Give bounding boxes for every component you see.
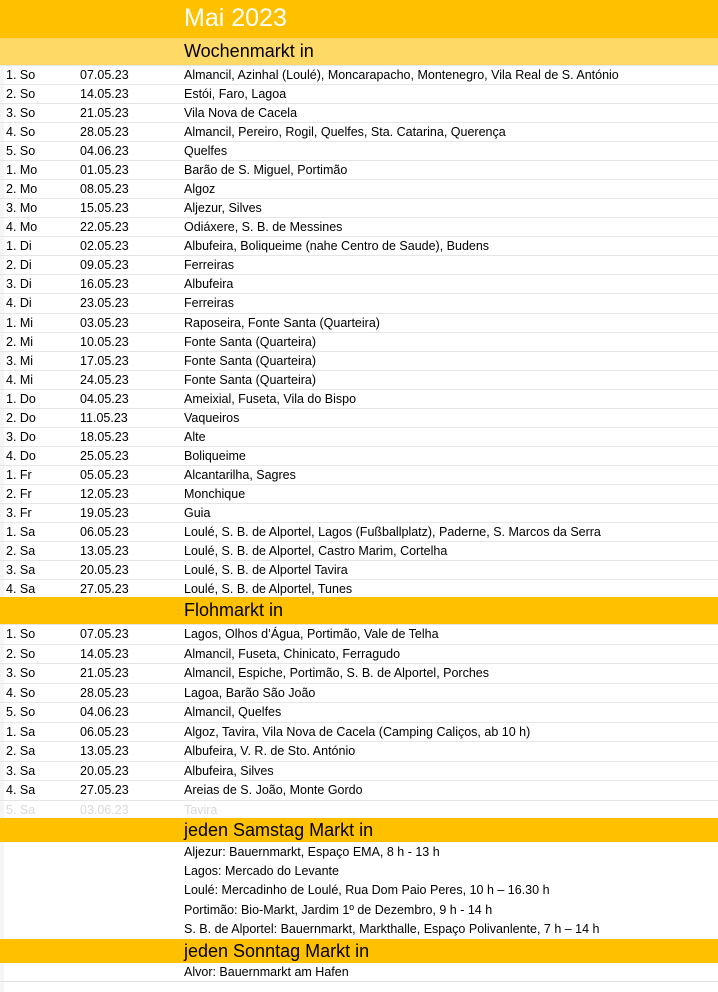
day-cell: 1. Sa (6, 524, 36, 539)
table-row (0, 644, 718, 664)
date-cell: 20.05.23 (80, 563, 129, 578)
table-row (0, 484, 718, 504)
places-cell: Loulé, S. B. de Alportel, Tunes (184, 582, 353, 597)
places-cell: Albufeira (184, 277, 234, 292)
day-cell: 5. Sa (6, 802, 36, 817)
date-cell: 21.05.23 (80, 666, 129, 680)
table-row (0, 800, 718, 820)
table-row (0, 198, 718, 218)
table-row (0, 427, 718, 447)
day-cell: 1. Sa (6, 724, 36, 739)
places-cell: Loulé, S. B. de Alportel Tavira (184, 563, 348, 578)
places-cell: Albufeira, V. R. de Sto. António (184, 744, 356, 758)
section-header-flohmarkt (0, 597, 718, 624)
date-cell: 09.05.23 (80, 258, 129, 273)
places-cell: Almancil, Pereiro, Rogil, Quelfes, Sta. Catarina, Querença (184, 125, 506, 140)
day-cell: 4. So (6, 685, 36, 700)
date-cell: 21.05.23 (80, 106, 129, 121)
places-cell: Alcantarilha, Sagres (184, 467, 296, 482)
table-row (0, 217, 718, 237)
day-cell: 4. So (6, 125, 36, 140)
places-cell: Estói, Faro, Lagoa (184, 87, 287, 102)
day-cell: 3. Mo (6, 201, 38, 216)
places-cell: Almancil, Espiche, Portimão, S. B. de Alportel, Porches (184, 666, 489, 680)
date-cell: 13.05.23 (80, 744, 129, 758)
day-cell: 2. Sa (6, 544, 36, 558)
day-cell: 1. Di (6, 239, 32, 254)
date-cell: 28.05.23 (80, 685, 129, 700)
places-cell: Quelfes (184, 144, 228, 159)
day-cell: 2. Di (6, 258, 32, 273)
section-title-samstag: jeden Samstag Markt in (184, 820, 374, 840)
title-bar (0, 0, 718, 38)
day-cell: 5. So (6, 705, 36, 719)
day-cell: 3. Do (6, 429, 36, 444)
date-cell: 11.05.23 (80, 410, 128, 425)
table-row (0, 522, 718, 542)
places-cell: Almancil, Quelfes (184, 705, 282, 719)
table-row (0, 465, 718, 485)
places-cell: Aljezur, Silves (184, 201, 262, 216)
date-cell: 01.05.23 (80, 163, 129, 178)
table-row (0, 408, 718, 428)
places-cell: Loulé, S. B. de Alportel, Lagos (Fußballplatz), Paderne, S. Marcos da Serra (184, 524, 601, 539)
date-cell: 03.06.23 (80, 802, 129, 817)
section-header-wochenmarkt (0, 38, 718, 65)
table-row (0, 722, 718, 742)
date-cell: 22.05.23 (80, 220, 129, 235)
section-title-sonntag: jeden Sonntag Markt in (184, 941, 370, 961)
places-cell: Almancil, Fuseta, Chinicato, Ferragudo (184, 646, 401, 661)
page-title: Mai 2023 (184, 4, 287, 32)
table-row (0, 503, 718, 523)
date-cell: 02.05.23 (80, 239, 129, 254)
date-cell: 15.05.23 (80, 201, 129, 216)
table-row (0, 236, 718, 256)
day-cell: 3. Sa (6, 563, 36, 578)
date-cell: 07.05.23 (80, 68, 129, 82)
table-row (0, 65, 718, 85)
places-cell: Odiáxere, S. B. de Messines (184, 220, 343, 235)
table-row (0, 389, 718, 409)
bottom-divider (0, 981, 718, 982)
places-cell: Raposeira, Fonte Santa (Quarteira) (184, 315, 380, 330)
day-cell: 4. Sa (6, 582, 36, 597)
places-cell: Ferreiras (184, 296, 235, 311)
day-cell: 2. Mo (6, 182, 38, 197)
day-cell: 3. So (6, 106, 36, 121)
table-row (0, 624, 718, 644)
table-row (0, 255, 718, 275)
table-row (0, 446, 718, 466)
date-cell: 04.05.23 (80, 391, 129, 406)
table-row (0, 293, 718, 313)
list-item: Loulé: Mercadinho de Loulé, Rua Dom Paio Peres, 10 h – 16.30 h (184, 883, 550, 898)
places-cell: Lagos, Olhos d’Água, Portimão, Vale de Telha (184, 627, 439, 641)
day-cell: 4. Di (6, 296, 32, 311)
table-row (0, 560, 718, 580)
table-row (0, 332, 718, 352)
table-row (0, 663, 718, 683)
day-cell: 2. So (6, 87, 36, 102)
date-cell: 16.05.23 (80, 277, 129, 292)
table-row (0, 702, 718, 722)
places-cell: Fonte Santa (Quarteira) (184, 334, 317, 349)
table-row (0, 780, 718, 800)
section-title-wochenmarkt: Wochenmarkt in (184, 41, 314, 61)
places-cell: Monchique (184, 486, 246, 501)
date-cell: 27.05.23 (80, 783, 129, 797)
day-cell: 2. Fr (6, 486, 32, 501)
date-cell: 10.05.23 (80, 334, 129, 349)
day-cell: 1. Fr (6, 467, 32, 482)
table-row (0, 84, 718, 104)
table-row (0, 160, 718, 180)
day-cell: 5. So (6, 144, 36, 159)
date-cell: 12.05.23 (80, 486, 129, 501)
day-cell: 1. Mo (6, 163, 38, 178)
section-header-samstag (0, 818, 718, 842)
places-cell: Barão de S. Miguel, Portimão (184, 163, 348, 178)
day-cell: 1. So (6, 627, 36, 641)
date-cell: 03.05.23 (80, 315, 129, 330)
date-cell: 19.05.23 (80, 505, 129, 520)
section-title-flohmarkt: Flohmarkt in (184, 600, 284, 620)
day-cell: 2. Do (6, 410, 36, 425)
day-cell: 3. Fr (6, 505, 32, 520)
table-row (0, 122, 718, 142)
places-cell: Tavira (184, 802, 218, 817)
places-cell: Boliqueime (184, 448, 246, 463)
day-cell: 2. So (6, 646, 36, 661)
day-cell: 4. Mo (6, 220, 38, 235)
table-row (0, 370, 718, 390)
places-cell: Vaqueiros (184, 410, 240, 425)
day-cell: 3. Di (6, 277, 32, 292)
date-cell: 13.05.23 (80, 544, 129, 558)
date-cell: 23.05.23 (80, 296, 129, 311)
table-row (0, 141, 718, 161)
places-cell: Algoz, Tavira, Vila Nova de Cacela (Camping Caliços, ab 10 h) (184, 724, 531, 739)
day-cell: 4. Mi (6, 372, 34, 387)
places-cell: Fonte Santa (Quarteira) (184, 353, 317, 368)
places-cell: Albufeira, Boliqueime (nahe Centro de Saude), Budens (184, 239, 490, 254)
places-cell: Albufeira, Silves (184, 763, 274, 778)
day-cell: 1. Do (6, 391, 36, 406)
table-row (0, 179, 718, 199)
date-cell: 17.05.23 (80, 353, 129, 368)
places-cell: Almancil, Azinhal (Loulé), Moncarapacho, Montenegro, Vila Real de S. António (184, 68, 619, 82)
places-cell: Guia (184, 505, 211, 520)
list-item: Lagos: Mercado do Levante (184, 864, 339, 879)
places-cell: Ameixial, Fuseta, Vila do Bispo (184, 391, 357, 406)
day-cell: 4. Sa (6, 783, 36, 797)
list-item: Alvor: Bauernmarkt am Hafen (184, 965, 349, 979)
places-cell: Algoz (184, 182, 216, 197)
date-cell: 24.05.23 (80, 372, 129, 387)
table-row (0, 761, 718, 781)
list-item: S. B. de Alportel: Bauernmarkt, Markthalle, Espaço Polivanlente, 7 h – 14 h (184, 921, 600, 936)
places-cell: Ferreiras (184, 258, 235, 273)
date-cell: 08.05.23 (80, 182, 129, 197)
date-cell: 04.06.23 (80, 144, 129, 159)
places-cell: Vila Nova de Cacela (184, 106, 298, 121)
day-cell: 1. Mi (6, 315, 34, 330)
date-cell: 20.05.23 (80, 763, 129, 778)
places-cell: Fonte Santa (Quarteira) (184, 372, 317, 387)
day-cell: 3. Mi (6, 353, 34, 368)
day-cell: 3. So (6, 666, 36, 680)
date-cell: 14.05.23 (80, 87, 129, 102)
date-cell: 27.05.23 (80, 582, 129, 597)
day-cell: 3. Sa (6, 763, 36, 778)
table-row (0, 541, 718, 561)
places-cell: Loulé, S. B. de Alportel, Castro Marim, Cortelha (184, 544, 448, 558)
date-cell: 04.06.23 (80, 705, 129, 719)
date-cell: 05.05.23 (80, 467, 129, 482)
table-row (0, 274, 718, 294)
table-row (0, 351, 718, 371)
places-cell: Areias de S. João, Monte Gordo (184, 783, 363, 797)
date-cell: 28.05.23 (80, 125, 129, 140)
date-cell: 07.05.23 (80, 627, 129, 641)
day-cell: 1. So (6, 68, 36, 82)
table-row (0, 103, 718, 123)
table-row (0, 683, 718, 703)
date-cell: 06.05.23 (80, 524, 129, 539)
places-cell: Lagoa, Barão São João (184, 685, 316, 700)
date-cell: 25.05.23 (80, 448, 129, 463)
day-cell: 2. Mi (6, 334, 34, 349)
date-cell: 14.05.23 (80, 646, 129, 661)
day-cell: 4. Do (6, 448, 36, 463)
section-header-sonntag (0, 939, 718, 963)
table-row (0, 313, 718, 333)
table-row (0, 741, 718, 761)
date-cell: 06.05.23 (80, 724, 129, 739)
places-cell: Alte (184, 429, 206, 444)
list-item: Portimão: Bio-Markt, Jardim 1º de Dezembro, 9 h - 14 h (184, 902, 493, 917)
list-item: Aljezur: Bauernmarkt, Espaço EMA, 8 h - 13 h (184, 845, 440, 859)
day-cell: 2. Sa (6, 744, 36, 758)
date-cell: 18.05.23 (80, 429, 129, 444)
